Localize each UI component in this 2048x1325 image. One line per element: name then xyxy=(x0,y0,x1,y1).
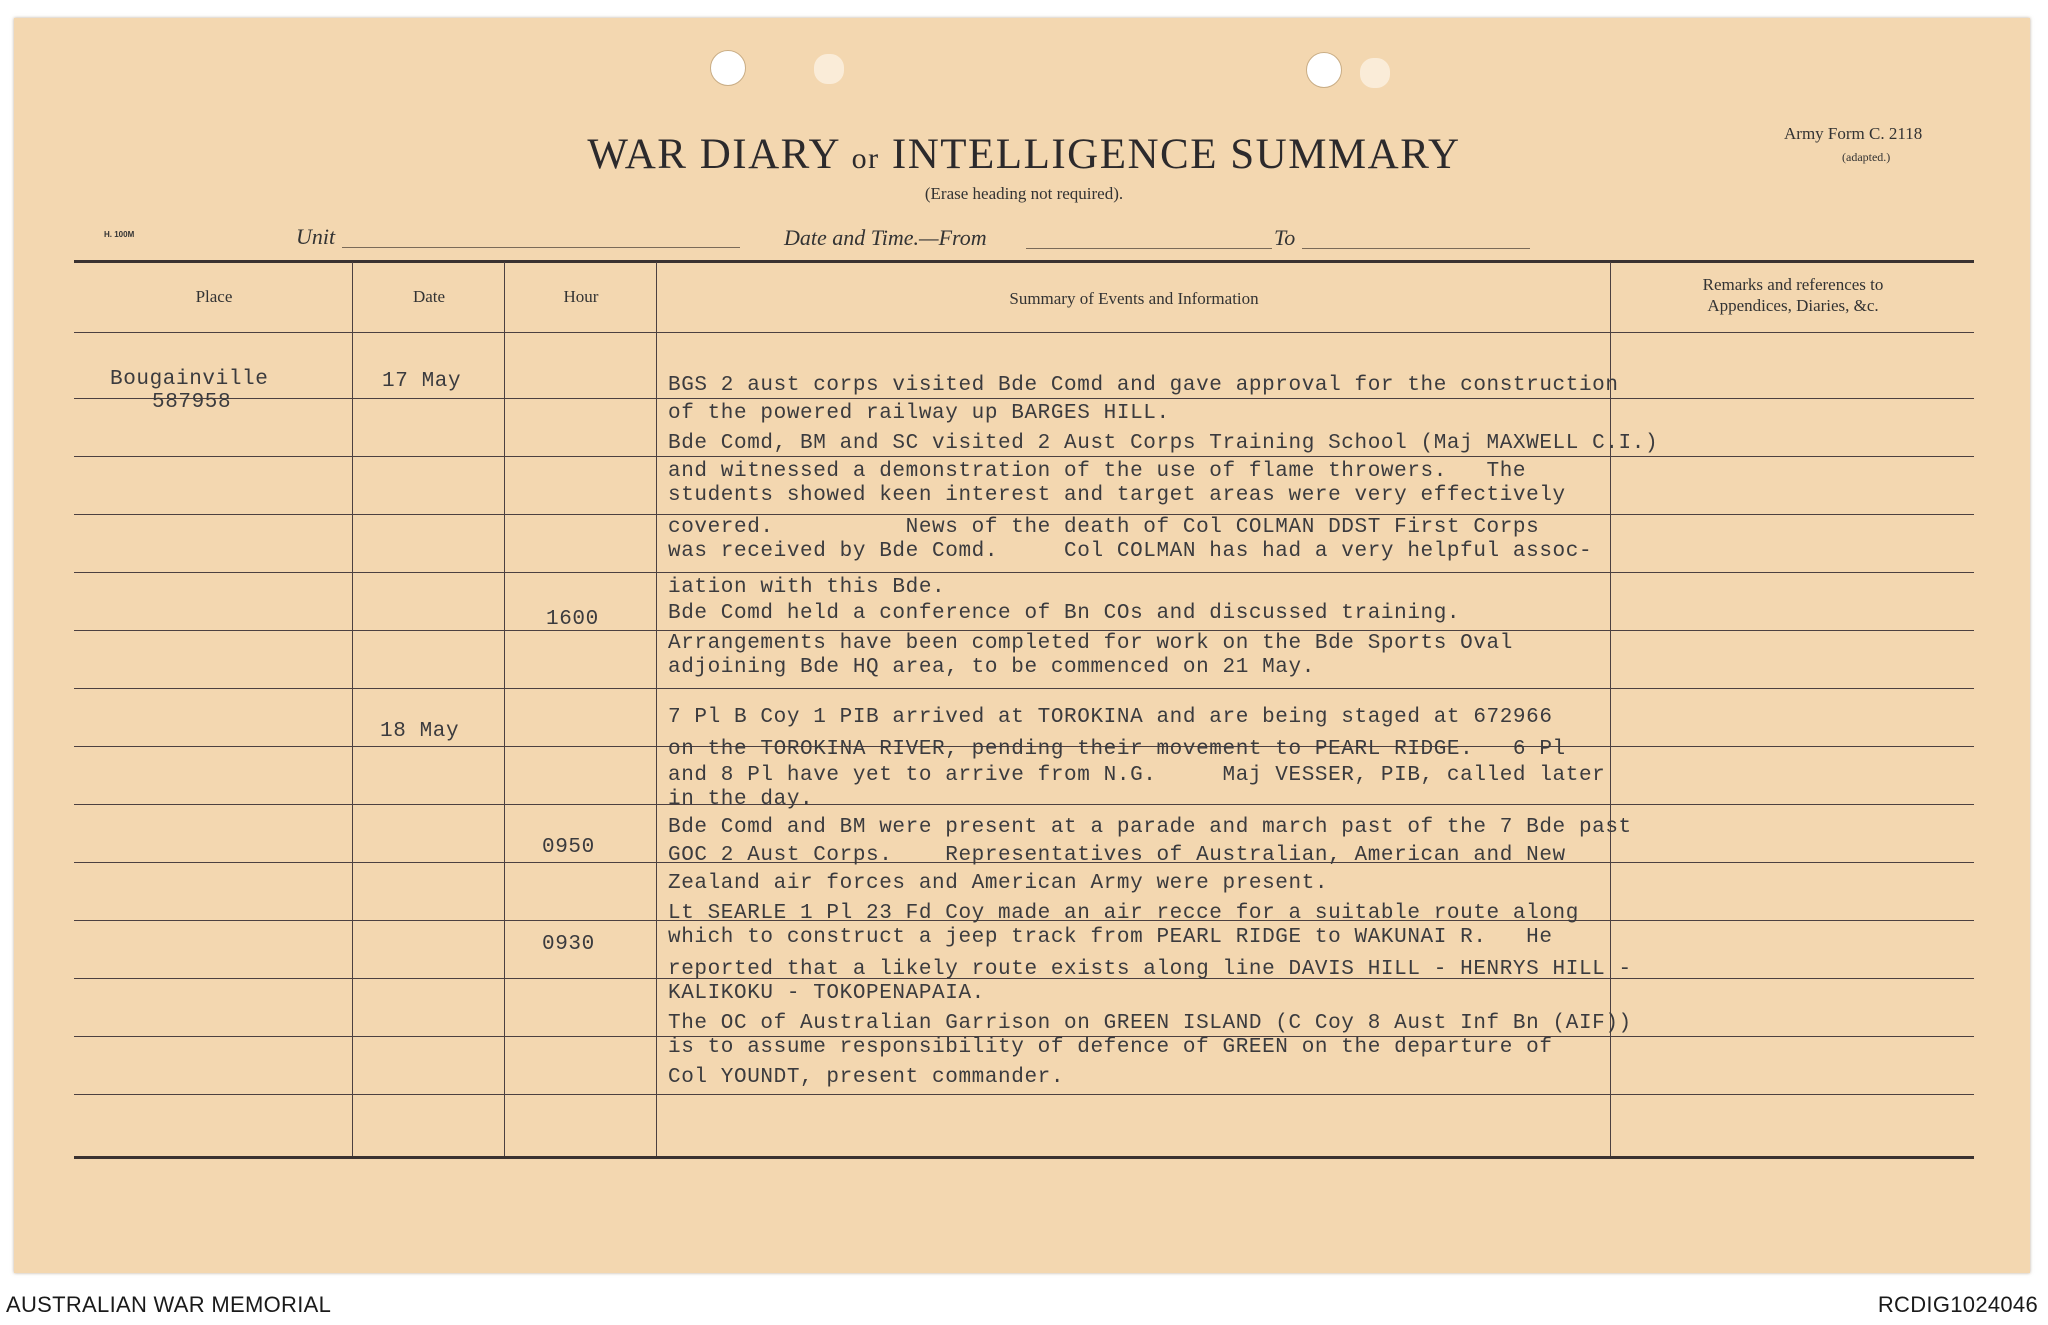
col-header-summary: Summary of Events and Information xyxy=(1009,289,1259,308)
punch-hole-left xyxy=(710,50,746,86)
form-reference: Army Form C. 2118 (adapted.) xyxy=(1784,124,1923,164)
summary-line: Bde Comd, BM and SC visited 2 Aust Corps Training School (Maj MAXWELL C.I.) xyxy=(668,432,1659,455)
place-name: Bougainville xyxy=(110,368,269,391)
hour-entry-3: 0930 xyxy=(542,933,595,956)
summary-line: which to construct a jeep track from PEARL RIDGE to WAKUNAI R. He xyxy=(668,926,1553,949)
to-label: To xyxy=(1274,225,1296,250)
page-subtitle: (Erase heading not required). xyxy=(924,184,1124,203)
unit-label: Unit xyxy=(296,224,336,249)
summary-line: 7 Pl B Coy 1 PIB arrived at TOROKINA and are being staged at 672966 xyxy=(668,706,1553,729)
to-line xyxy=(1302,248,1530,249)
col-header-remarks: Remarks and references to Appendices, Diaries, &c. xyxy=(1702,275,1884,315)
summary-line: Bde Comd and BM were present at a parade and march past of the 7 Bde past xyxy=(668,816,1632,839)
summary-line: of the powered railway up BARGES HILL. xyxy=(668,402,1170,425)
header-row-rule xyxy=(74,332,1974,333)
summary-line: Zealand air forces and American Army were present. xyxy=(668,872,1329,895)
col-divider-3 xyxy=(656,262,657,1156)
summary-line: Arrangements have been completed for work on the Bde Sports Oval xyxy=(668,632,1513,655)
row-rule xyxy=(74,688,1974,689)
summary-line: adjoining Bde HQ area, to be commenced on 21 May. xyxy=(668,656,1315,679)
summary-line: Bde Comd held a conference of Bn COs and discussed training. xyxy=(668,602,1461,625)
summary-line: in the day. xyxy=(668,788,814,811)
summary-line: covered. News of the death of Col COLMAN DDST First Corps xyxy=(668,516,1540,539)
summary-line: on the TOROKINA RIVER, pending their movement to PEARL RIDGE. 6 Pl xyxy=(668,738,1566,761)
row-rule xyxy=(74,630,1974,631)
row-rule xyxy=(74,514,1974,515)
col-header-date: Date xyxy=(412,287,446,306)
summary-line: was received by Bde Comd. Col COLMAN has had a very helpful assoc- xyxy=(668,540,1593,563)
form-code: H. 100M xyxy=(104,230,135,239)
row-rule xyxy=(74,1094,1974,1095)
table-bottom-rule xyxy=(74,1156,1974,1159)
row-rule xyxy=(74,572,1974,573)
summary-line: students showed keen interest and target areas were very effectively xyxy=(668,484,1566,507)
date-entry-1: 17 May xyxy=(382,370,462,393)
punch-hole-right xyxy=(1306,52,1342,88)
date-entry-2: 18 May xyxy=(380,720,460,743)
col-divider-2 xyxy=(504,262,505,1156)
date-from-line xyxy=(1026,248,1272,249)
summary-line: Lt SEARLE 1 Pl 23 Fd Coy made an air recce for a suitable route along xyxy=(668,902,1579,925)
place-grid-ref: 587958 xyxy=(152,391,232,414)
summary-line: reported that a likely route exists along line DAVIS HILL - HENRYS HILL - xyxy=(668,958,1632,981)
summary-line: GOC 2 Aust Corps. Representatives of Australian, American and New xyxy=(668,844,1566,867)
tear-mark-right xyxy=(1360,58,1390,88)
summary-line: BGS 2 aust corps visited Bde Comd and gave approval for the construction xyxy=(668,374,1619,397)
col-header-hour: Hour xyxy=(563,287,599,306)
date-from-label: Date and Time.—From xyxy=(784,225,987,250)
tear-mark-left xyxy=(814,54,844,84)
summary-line: and witnessed a demonstration of the use of flame throwers. The xyxy=(668,460,1527,483)
hour-entry-1: 1600 xyxy=(546,608,599,631)
table-top-rule xyxy=(74,260,1974,263)
diary-page xyxy=(14,18,2030,1273)
summary-line: iation with this Bde. xyxy=(668,576,946,599)
summary-line: Col YOUNDT, present commander. xyxy=(668,1066,1065,1089)
summary-line: is to assume responsibility of defence of GREEN on the departure of xyxy=(668,1036,1553,1059)
summary-line: The OC of Australian Garrison on GREEN ISLAND (C Coy 8 Aust Inf Bn (AIF)) xyxy=(668,1012,1632,1035)
col-divider-1 xyxy=(352,262,353,1156)
unit-line xyxy=(342,247,740,248)
summary-line: KALIKOKU - TOKOPENAPAIA. xyxy=(668,982,985,1005)
footer-record-id: RCDIG1024046 xyxy=(1877,1292,2038,1317)
summary-line: and 8 Pl have yet to arrive from N.G. Maj VESSER, PIB, called later xyxy=(668,764,1606,787)
row-rule xyxy=(74,398,1974,399)
page-title: WAR DIARY or INTELLIGENCE SUMMARY xyxy=(587,131,1461,178)
footer-source: AUSTRALIAN WAR MEMORIAL xyxy=(6,1292,332,1317)
row-rule xyxy=(74,456,1974,457)
row-rule xyxy=(74,804,1974,805)
col-header-place: Place xyxy=(195,287,233,306)
hour-entry-2: 0950 xyxy=(542,836,595,859)
